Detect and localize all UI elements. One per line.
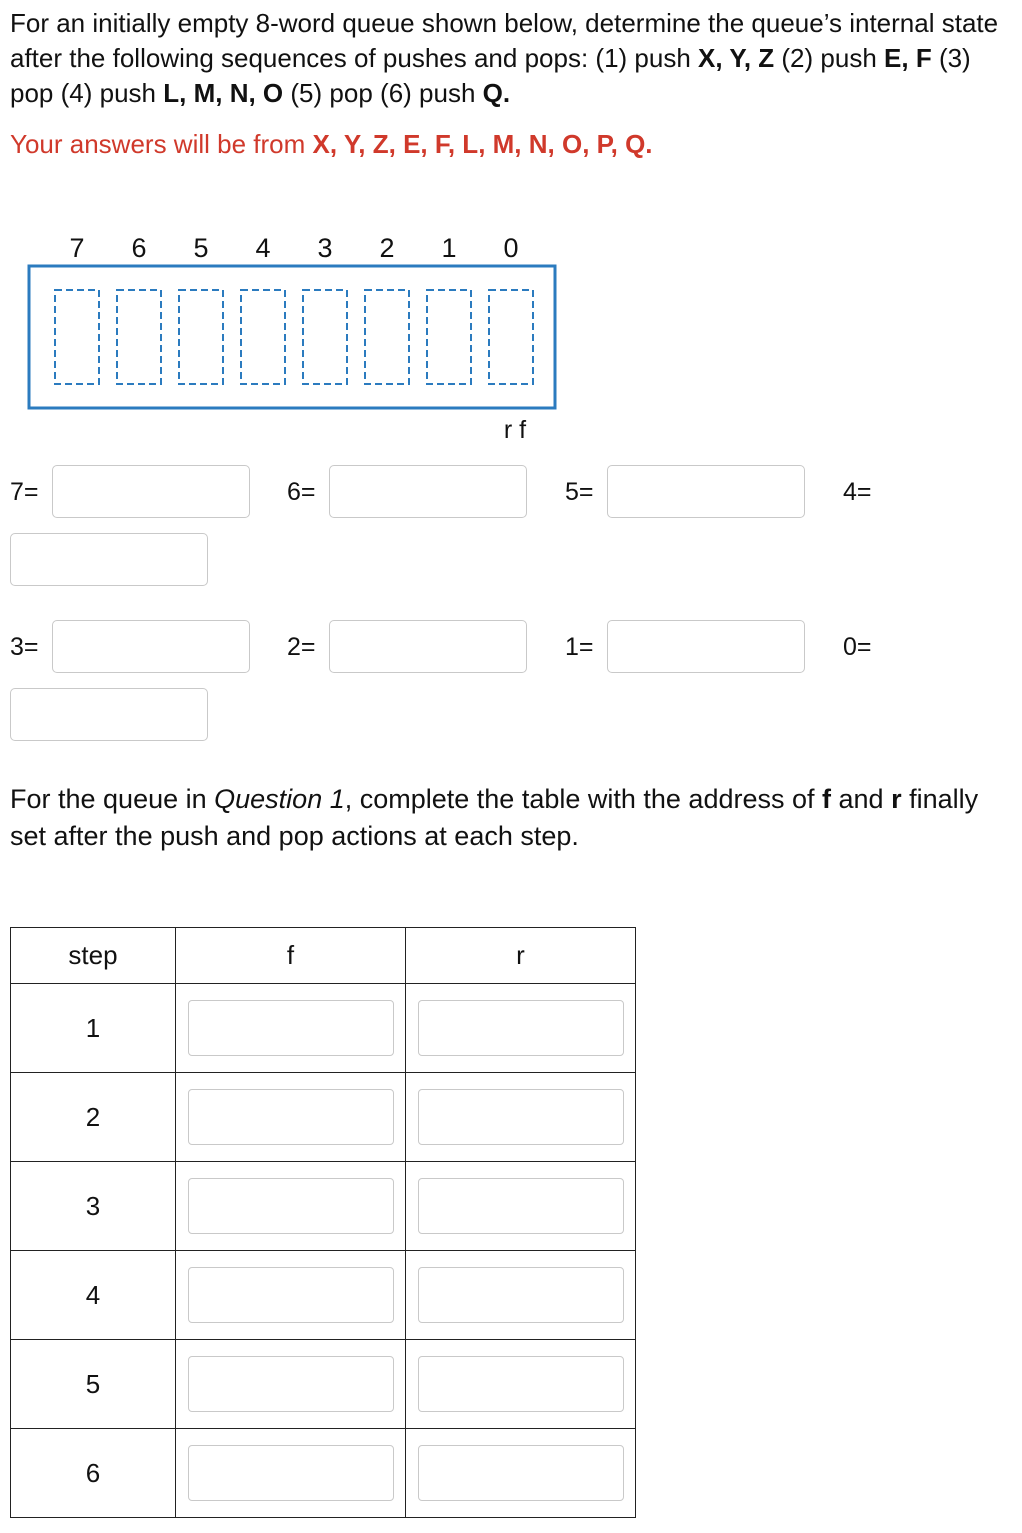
step-number: (5) [290, 78, 323, 108]
slot-answer-input[interactable] [607, 465, 805, 518]
pointer-label: r f [503, 416, 527, 444]
table-cell-r [406, 1162, 636, 1251]
slot-label: 2= [287, 633, 316, 661]
table-row [11, 1429, 636, 1518]
f-address-input[interactable] [188, 1178, 394, 1234]
r-address-input[interactable] [418, 1356, 624, 1412]
table-cell-f [176, 1073, 406, 1162]
slot-answer-input[interactable] [607, 620, 805, 673]
r-address-input[interactable] [418, 1267, 624, 1323]
step-number: (3) [938, 43, 971, 73]
r-address-input[interactable] [418, 1445, 624, 1501]
slot-label: 4= [843, 478, 872, 506]
table-cell-r [406, 984, 636, 1073]
queue-slot-box [365, 290, 409, 384]
table-cell-r [406, 1429, 636, 1518]
f-address-input[interactable] [188, 1267, 394, 1323]
header-r: r [406, 928, 636, 984]
step-items: L, M, N, O [163, 78, 284, 108]
table-cell-r [406, 1340, 636, 1429]
table-row [11, 1340, 636, 1429]
step-operation: push [419, 78, 476, 108]
queue-index-label: 5 [193, 233, 209, 263]
slot-answer-input[interactable] [329, 620, 527, 673]
r-address-input[interactable] [418, 1089, 624, 1145]
question-intro: For an initially empty 8-word queue shown below, determine the queue’s internal state after the following sequences of pushes and pops: [10, 8, 999, 73]
queue-slot-box [241, 290, 285, 384]
queue-index-label: 3 [317, 233, 333, 263]
step-number: (2) [781, 43, 814, 73]
queue-slot-box [303, 290, 347, 384]
table-cell-f [176, 1251, 406, 1340]
hint-prefix: Your answers will be from [10, 129, 306, 159]
step-operation: push [820, 43, 877, 73]
queue-slot-box [489, 290, 533, 384]
f-address-input[interactable] [188, 1356, 394, 1412]
step-operation: push [634, 43, 691, 73]
r-address-input[interactable] [418, 1000, 624, 1056]
queue-diagram [0, 220, 600, 450]
f-address-input[interactable] [188, 1445, 394, 1501]
table-cell-r [406, 1073, 636, 1162]
queue-slot-box [427, 290, 471, 384]
f-address-input[interactable] [188, 1089, 394, 1145]
queue-index-label: 1 [441, 233, 457, 263]
step-number-cell: 4 [11, 1251, 176, 1340]
queue-frame [29, 266, 555, 408]
slot-label: 6= [287, 478, 316, 506]
step-number-cell: 1 [11, 984, 176, 1073]
step-number: (4) [60, 78, 93, 108]
hint-items: X, Y, Z, E, F, L, M, N, O, P, Q. [312, 129, 653, 159]
table-cell-f [176, 1162, 406, 1251]
queue-index-label: 0 [503, 233, 519, 263]
step-items: Q. [482, 78, 511, 108]
header-f: f [176, 928, 406, 984]
queue-slot-box [179, 290, 223, 384]
table-cell-f [176, 1340, 406, 1429]
f-address-input[interactable] [188, 1000, 394, 1056]
step-operation: pop [10, 78, 54, 108]
table-row [11, 1251, 636, 1340]
step-number-cell: 6 [11, 1429, 176, 1518]
step-operation: pop [329, 78, 373, 108]
header-step: step [11, 928, 176, 984]
slot-answer-input[interactable] [10, 533, 208, 586]
table-cell-f [176, 1429, 406, 1518]
step-operation: push [99, 78, 157, 108]
slot-label: 0= [843, 633, 872, 661]
queue-index-label: 4 [255, 233, 271, 263]
question-2-text: For the queue in Question 1, complete the table with the address of f and r finally set after the push and pop actions at each step. [10, 784, 979, 851]
queue-index-label: 6 [131, 233, 147, 263]
slot-label: 3= [10, 633, 39, 661]
table-row [11, 1073, 636, 1162]
slot-label: 1= [565, 633, 594, 661]
table-cell-r [406, 1251, 636, 1340]
question-1-text [10, 6, 1015, 111]
step-items: E, F [884, 43, 932, 73]
slot-label: 7= [10, 478, 39, 506]
step-number-cell: 3 [11, 1162, 176, 1251]
table-row [11, 1162, 636, 1251]
slot-answer-input[interactable] [52, 465, 250, 518]
queue-slot-box [55, 290, 99, 384]
step-number: (1) [595, 43, 628, 73]
step-number-cell: 5 [11, 1340, 176, 1429]
step-number: (6) [380, 78, 412, 108]
answer-hint [10, 127, 653, 162]
table-cell-f [176, 984, 406, 1073]
step-items: X, Y, Z [698, 43, 775, 73]
queue-index-label: 7 [69, 233, 85, 263]
slot-answer-input[interactable] [52, 620, 250, 673]
table-row [11, 984, 636, 1073]
table-header-row [11, 928, 636, 984]
slot-label: 5= [565, 478, 594, 506]
queue-index-label: 2 [379, 233, 395, 263]
step-table [10, 927, 636, 1518]
slot-answer-input[interactable] [329, 465, 527, 518]
r-address-input[interactable] [418, 1178, 624, 1234]
step-number-cell: 2 [11, 1073, 176, 1162]
slot-answer-input[interactable] [10, 688, 208, 741]
queue-slot-box [117, 290, 161, 384]
